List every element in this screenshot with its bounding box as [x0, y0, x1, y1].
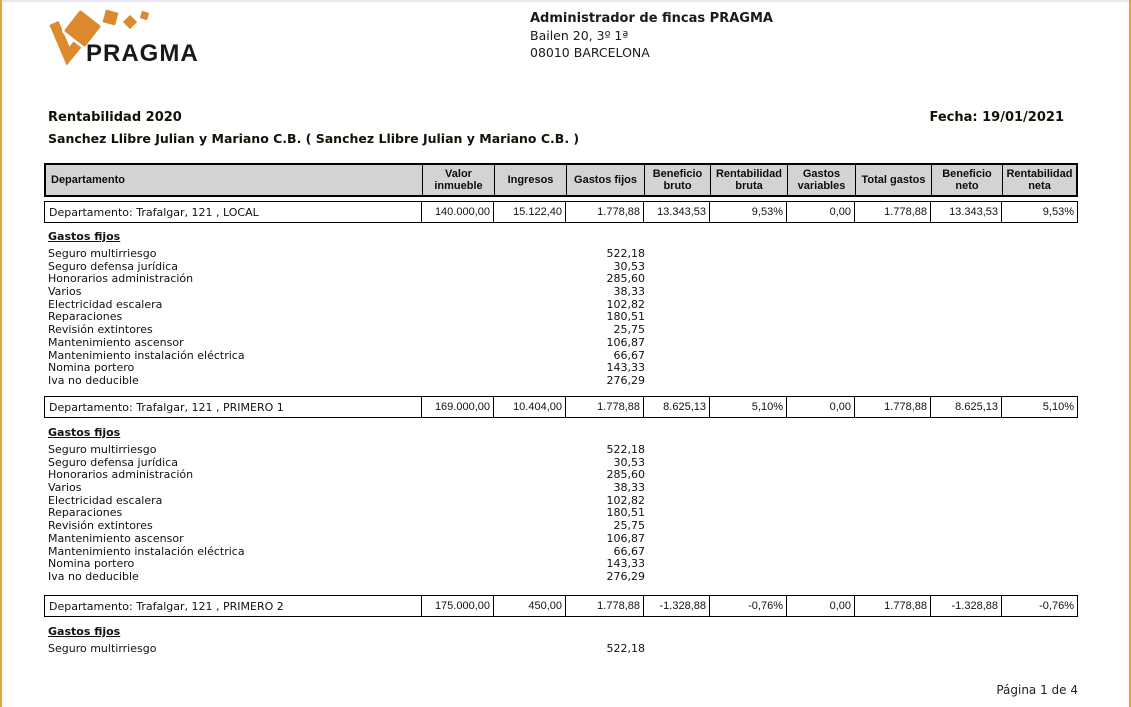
page-left-border — [0, 0, 2, 707]
expenses-section — [48, 426, 645, 584]
summary-value: 140.000,00 — [422, 202, 494, 222]
expense-label: Mantenimiento instalación eléctrica — [48, 348, 245, 362]
expense-amount: 180,51 — [606, 310, 645, 324]
expense-label: Nomina portero — [48, 557, 135, 571]
expense-amount: 25,75 — [613, 323, 645, 337]
company-header — [530, 10, 773, 61]
summary-value: 8.625,13 — [644, 397, 710, 417]
column-header: Rentabilidad bruta — [711, 165, 788, 195]
column-header: Departamento — [46, 165, 423, 195]
expense-row — [48, 248, 645, 261]
expenses-heading: Gastos fijos — [48, 230, 121, 243]
department-summary-row — [44, 396, 1078, 418]
column-header: Gastos variables — [788, 165, 856, 195]
pragma-logo — [46, 6, 231, 72]
summary-value: 0,00 — [787, 397, 855, 417]
department-name: Departamento: Trafalgar, 121 , PRIMERO 2 — [45, 596, 422, 616]
expense-amount: 106,87 — [606, 335, 645, 349]
summary-value: -0,76% — [1039, 600, 1074, 612]
expense-row — [48, 643, 645, 656]
expense-label: Iva no deducible — [48, 373, 139, 387]
department-summary-row — [44, 201, 1078, 223]
expense-amount: 66,67 — [613, 544, 645, 558]
summary-value: 0,00 — [787, 202, 855, 222]
expense-amount: 106,87 — [606, 531, 645, 545]
column-header: Beneficio neto — [932, 165, 1003, 195]
window-top-edge — [0, 0, 1131, 2]
report-date: Fecha: 19/01/2021 — [929, 110, 1064, 125]
expense-row — [48, 444, 645, 457]
summary-value: -1.328,88 — [644, 596, 710, 616]
expense-row — [48, 375, 645, 388]
expense-label: Mantenimiento ascensor — [48, 531, 184, 545]
expense-row — [48, 350, 645, 363]
expense-amount: 30,53 — [613, 455, 645, 469]
expense-amount: 285,60 — [606, 468, 645, 482]
expense-row — [48, 362, 645, 375]
summary-value: 1.778,88 — [855, 397, 931, 417]
expenses-list — [48, 444, 645, 584]
column-header: Gastos fijos — [567, 165, 645, 195]
expense-label: Mantenimiento ascensor — [48, 335, 184, 349]
expense-amount: 143,33 — [606, 361, 645, 375]
expense-amount: 25,75 — [613, 519, 645, 533]
company-name: Administrador de fincas PRAGMA — [530, 11, 773, 26]
expenses-list — [48, 643, 645, 656]
expense-label: Electricidad escalera — [48, 493, 163, 507]
expense-label: Seguro multirriesgo — [48, 247, 157, 260]
expense-row — [48, 286, 645, 299]
department-summary-row — [44, 595, 1078, 617]
expense-row — [48, 533, 645, 546]
expense-label: Seguro defensa jurídica — [48, 455, 178, 469]
expense-label: Seguro multirriesgo — [48, 443, 157, 456]
summary-value: 15.122,40 — [494, 202, 566, 222]
expense-amount: 522,18 — [606, 642, 645, 655]
expense-amount: 102,82 — [606, 493, 645, 507]
expenses-list — [48, 248, 645, 388]
department-name: Departamento: Trafalgar, 121 , LOCAL — [45, 202, 422, 222]
summary-value: 5,10% — [710, 397, 787, 417]
expense-row — [48, 299, 645, 312]
column-header: Rentabilidad neta — [1006, 168, 1073, 192]
expenses-heading: Gastos fijos — [48, 426, 121, 439]
summary-value: 0,00 — [787, 596, 855, 616]
expense-row — [48, 337, 645, 350]
summary-value: 450,00 — [494, 596, 566, 616]
summary-value: 1.778,88 — [566, 596, 644, 616]
expenses-heading: Gastos fijos — [48, 625, 121, 638]
summary-value: 169.000,00 — [422, 397, 494, 417]
expense-amount: 276,29 — [606, 373, 645, 387]
expense-label: Electricidad escalera — [48, 297, 163, 311]
expense-label: Honorarios administración — [48, 272, 194, 286]
summary-value: 1.778,88 — [566, 397, 644, 417]
expense-row — [48, 571, 645, 584]
expense-amount: 522,18 — [606, 443, 645, 456]
expense-row — [48, 324, 645, 337]
summary-value: 13.343,53 — [644, 202, 710, 222]
expense-label: Revisión extintores — [48, 519, 153, 533]
expense-label: Reparaciones — [48, 310, 123, 324]
expense-amount: 143,33 — [606, 557, 645, 571]
expense-amount: 285,60 — [606, 272, 645, 286]
expense-label: Iva no deducible — [48, 569, 139, 583]
logo-text: PRAGMA — [86, 40, 199, 67]
expense-amount: 38,33 — [613, 481, 645, 495]
expense-amount: 66,67 — [613, 348, 645, 362]
expense-amount: 276,29 — [606, 569, 645, 583]
expense-label: Seguro multirriesgo — [48, 642, 157, 655]
expense-row — [48, 273, 645, 286]
expense-row — [48, 482, 645, 495]
company-address: Bailen 20, 3º 1ª — [530, 28, 629, 43]
expense-row — [48, 495, 645, 508]
summary-value: 9,53% — [710, 202, 787, 222]
summary-value: 13.343,53 — [931, 202, 1002, 222]
expense-label: Reparaciones — [48, 506, 123, 520]
expense-amount: 38,33 — [613, 285, 645, 299]
expense-amount: 180,51 — [606, 506, 645, 520]
expenses-section — [48, 625, 645, 656]
column-header: Ingresos — [495, 165, 567, 195]
summary-value: 1.778,88 — [566, 202, 644, 222]
summary-value: 175.000,00 — [422, 596, 494, 616]
expense-label: Revisión extintores — [48, 323, 153, 337]
column-header: Beneficio bruto — [645, 165, 711, 195]
summary-value: 9,53% — [1042, 206, 1074, 218]
expense-amount: 102,82 — [606, 297, 645, 311]
expense-row — [48, 469, 645, 482]
table-header-row — [44, 163, 1078, 197]
report-owner: Sanchez Llibre Julian y Mariano C.B. ( Sanchez Llibre Julian y Mariano C.B. ) — [48, 131, 580, 146]
summary-value: -0,76% — [710, 596, 787, 616]
column-header: Total gastos — [856, 165, 932, 195]
summary-value: 5,10% — [1042, 401, 1074, 413]
expense-label: Honorarios administración — [48, 468, 194, 482]
summary-value: 1.778,88 — [855, 202, 931, 222]
column-header: Valor inmueble — [423, 165, 495, 195]
expense-label: Varios — [48, 285, 82, 299]
expense-row — [48, 558, 645, 571]
expense-amount: 522,18 — [606, 247, 645, 260]
expense-label: Nomina portero — [48, 361, 135, 375]
company-city: 08010 BARCELONA — [530, 45, 650, 60]
expense-row — [48, 546, 645, 559]
expense-label: Mantenimiento instalación eléctrica — [48, 544, 245, 558]
expense-label: Varios — [48, 481, 82, 495]
summary-value: 1.778,88 — [855, 596, 931, 616]
expense-amount: 30,53 — [613, 259, 645, 273]
report-title: Rentabilidad 2020 — [48, 110, 182, 125]
department-name: Departamento: Trafalgar, 121 , PRIMERO 1 — [45, 397, 422, 417]
expenses-section — [48, 230, 645, 388]
summary-value: 8.625,13 — [931, 397, 1002, 417]
summary-value: -1.328,88 — [931, 596, 1002, 616]
page-indicator: Página 1 de 4 — [996, 683, 1078, 697]
summary-value: 10.404,00 — [494, 397, 566, 417]
expense-label: Seguro defensa jurídica — [48, 259, 178, 273]
expense-row — [48, 520, 645, 533]
